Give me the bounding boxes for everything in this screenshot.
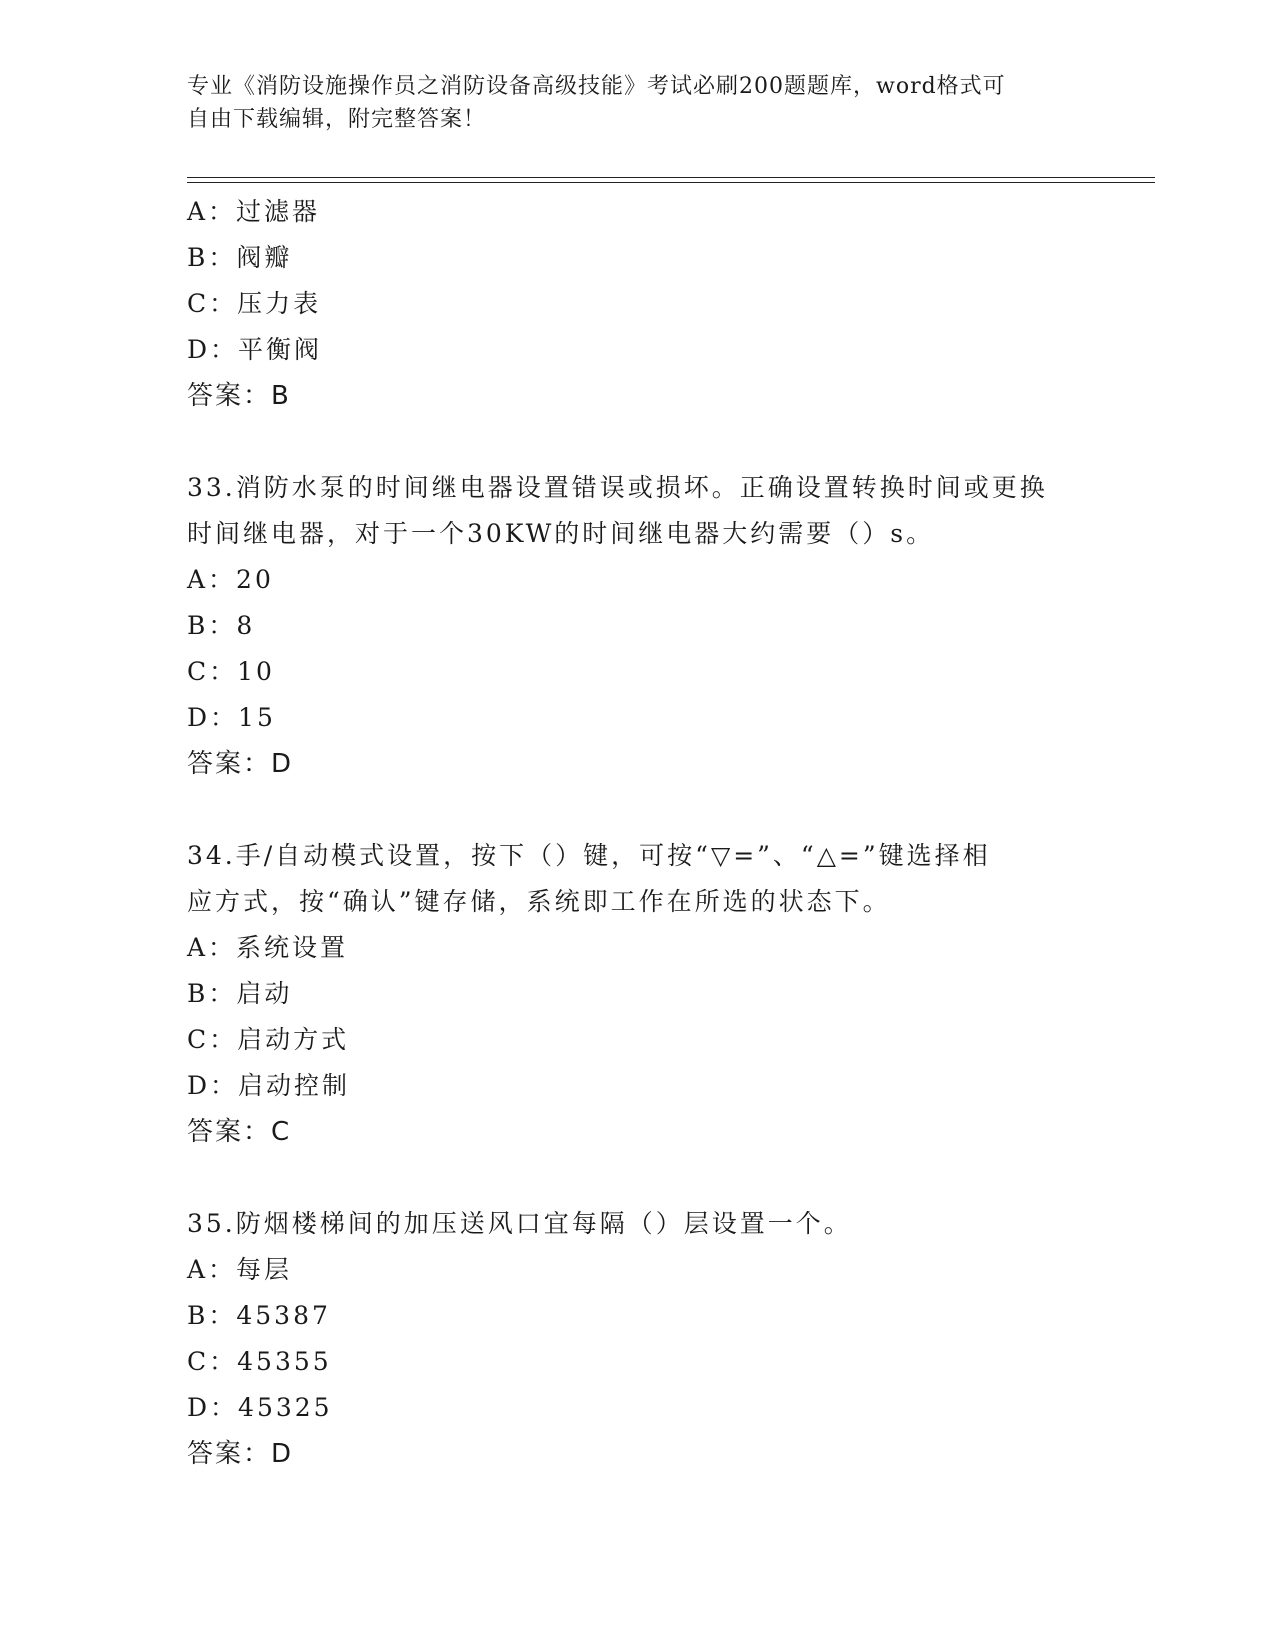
option-c: C：45355 — [187, 1347, 332, 1376]
option-d: D：45325 — [187, 1393, 333, 1422]
option-a: A：20 — [187, 565, 274, 594]
answer-line: 答案：D — [187, 749, 294, 779]
question-spacer — [187, 1155, 1087, 1201]
question-32 — [187, 189, 1087, 419]
question-stem-line-1: 35.防烟楼梯间的加压送风口宜每隔（）层设置一个。 — [187, 1209, 852, 1238]
option-b: B：45387 — [187, 1301, 331, 1330]
option-c: C：启动方式 — [187, 1025, 350, 1054]
document-body — [187, 189, 1087, 1477]
answer-line: 答案：D — [187, 1439, 294, 1469]
header-line-1: 专业《消防设施操作员之消防设备高级技能》考试必刷200题题库，word格式可 — [187, 74, 1006, 99]
question-spacer — [187, 419, 1087, 465]
question-stem-line-2: 时间继电器，对于一个30KW的时间继电器大约需要（）s。 — [187, 519, 935, 548]
option-b: B：启动 — [187, 979, 293, 1008]
question-spacer — [187, 787, 1087, 833]
option-c: C：压力表 — [187, 289, 322, 318]
question-stem-line-1: 34.手/自动模式设置，按下（）键，可按“▽=”、“△=”键选择相 — [187, 841, 991, 870]
header-divider-top — [187, 177, 1155, 178]
answer-line: 答案：C — [187, 1117, 292, 1147]
option-c: C：10 — [187, 657, 275, 686]
option-d: D：启动控制 — [187, 1071, 351, 1100]
option-a: A：系统设置 — [187, 933, 349, 962]
option-d: D：平衡阀 — [187, 335, 323, 364]
question-33 — [187, 465, 1087, 787]
header-line-2: 自由下载编辑，附完整答案！ — [187, 107, 487, 132]
option-a: A：过滤器 — [187, 197, 321, 226]
document-header — [187, 70, 1087, 136]
answer-line: 答案：B — [187, 381, 291, 411]
option-d: D：15 — [187, 703, 276, 732]
question-stem-line-2: 应方式，按“确认”键存储，系统即工作在所选的状态下。 — [187, 887, 891, 916]
question-34 — [187, 833, 1087, 1155]
option-b: B：阀瓣 — [187, 243, 293, 272]
option-a: A：每层 — [187, 1255, 293, 1284]
header-divider-bottom — [187, 182, 1155, 183]
question-stem-line-1: 33.消防水泵的时间继电器设置错误或损坏。正确设置转换时间或更换 — [187, 473, 1048, 502]
question-35 — [187, 1201, 1087, 1477]
option-b: B：8 — [187, 611, 256, 640]
